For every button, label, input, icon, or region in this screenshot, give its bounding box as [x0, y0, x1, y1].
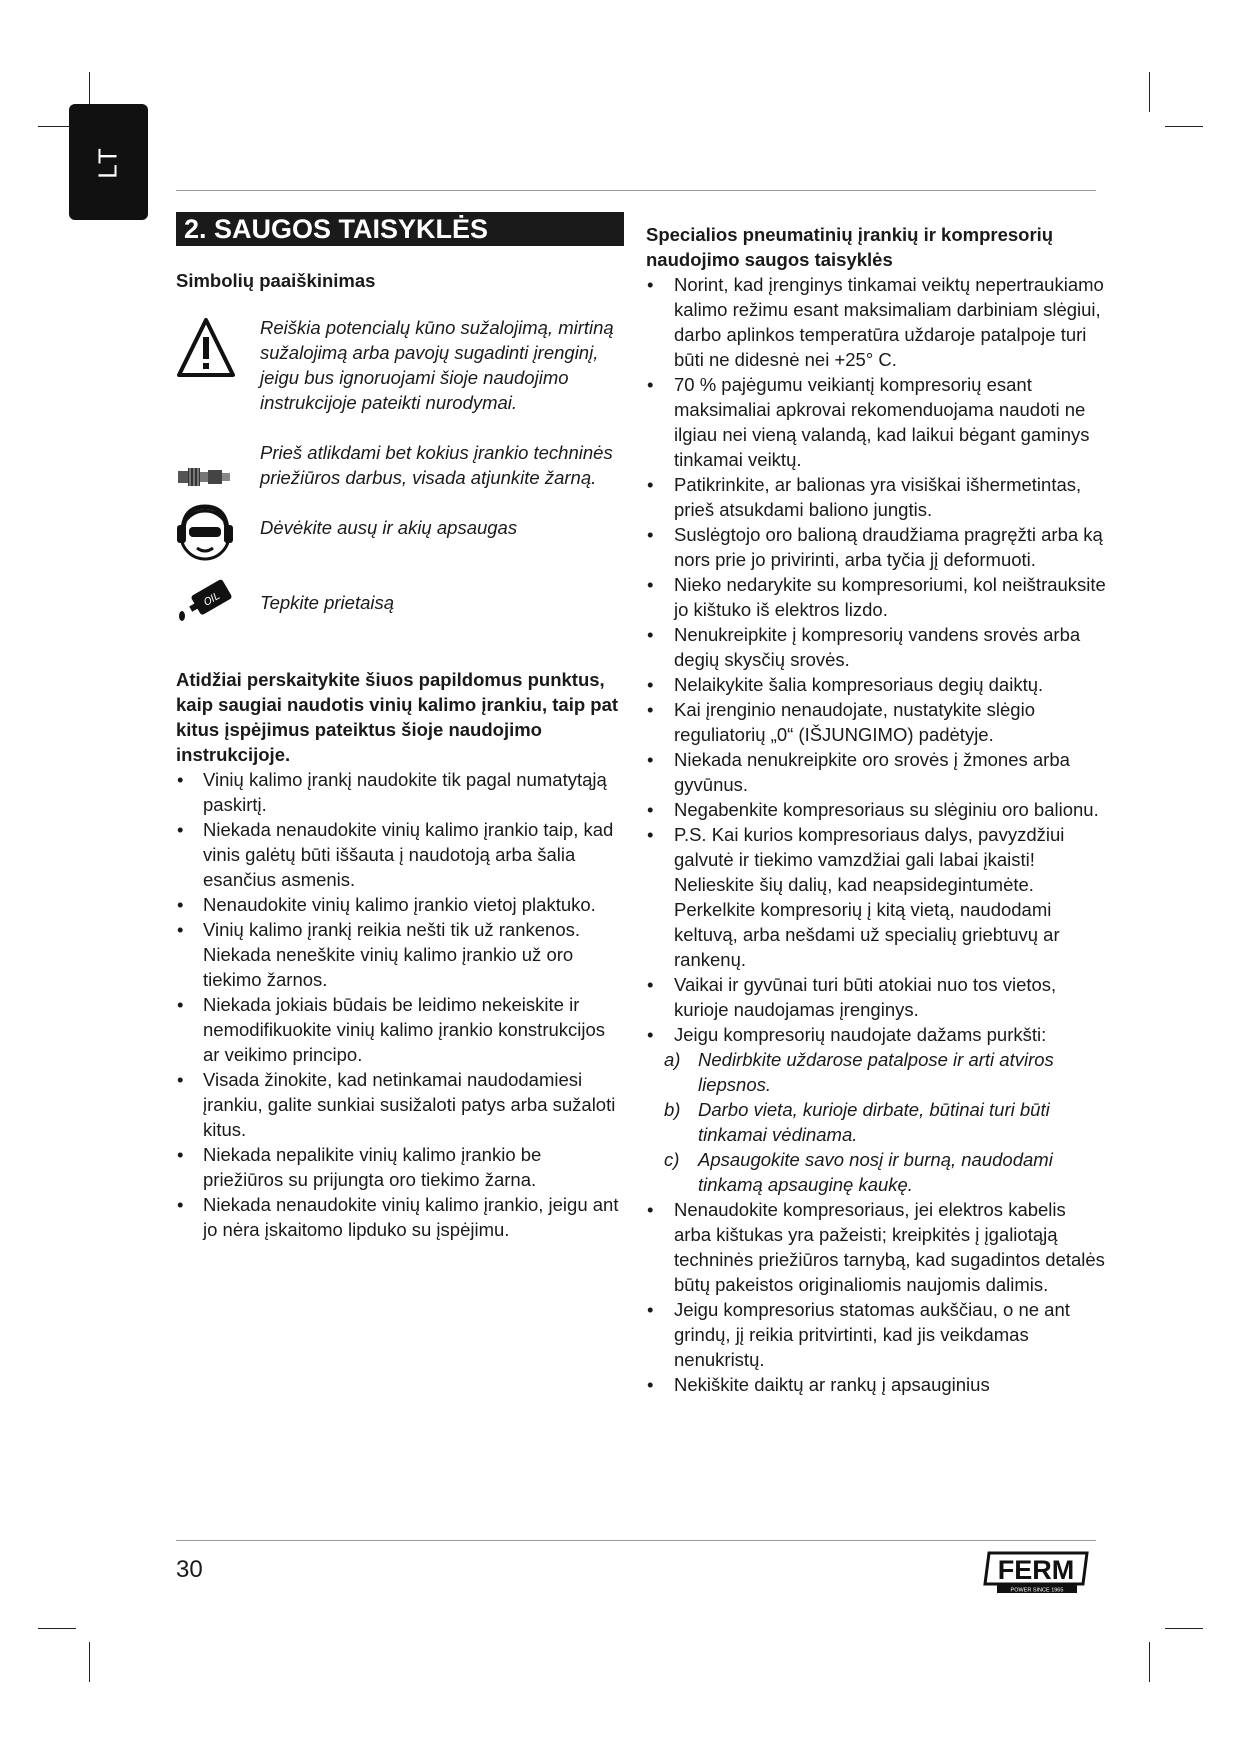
right-column [646, 222, 1106, 1397]
symbols-heading: Simbolių paaiškinimas [176, 270, 376, 291]
language-code: LT [92, 145, 123, 179]
list-item: • Niekada jokiais būdais be leidimo nekeiskite ir nemodifikuokite vinių kalimo įrankio konstrukcijos ar veikimo principo. [176, 992, 626, 1067]
page-number: 30 [176, 1556, 203, 1583]
warning-triangle-icon [176, 317, 236, 379]
list-item: • Nenukreipkite į kompresorių vandens srovės arba degių skysčių srovės. [646, 622, 1106, 672]
sub-item-text: Darbo vieta, kurioje dirbate, būtinai turi būti tinkamai vėdinama. [698, 1099, 1050, 1145]
list-item: • Nelaikykite šalia kompresoriaus degių daiktų. [646, 672, 1106, 697]
language-tab [69, 104, 148, 220]
ear-eye-protection-icon [176, 503, 234, 563]
list-item: • Vinių kalimo įrankį naudokite tik pagal numatytąją paskirtį. [176, 767, 626, 817]
sub-item-letter: c) [664, 1149, 680, 1170]
list-item: • Norint, kad įrenginys tinkamai veiktų nepertraukiamo kalimo režimu esant maksimaliam darbiniam slėgiui, darbo aplinkos temperatūra uždaroje patalpoje turi būti ne didesnė nei +25° C. [646, 272, 1106, 372]
sub-item-text: Apsaugokite savo nosį ir burną, naudodami tinkamą apsauginę kaukę. [698, 1149, 1053, 1195]
list-item: • Negabenkite kompresoriaus su slėginiu oro balionu. [646, 797, 1106, 822]
section-title: 2. SAUGOS TAISYKLĖS [176, 212, 624, 246]
crop-mark [1165, 126, 1203, 127]
list-item: • Patikrinkite, ar balionas yra visiškai išhermetintas, prieš atsukdami baliono jungtis. [646, 472, 1106, 522]
list-item: • Vaikai ir gyvūnai turi būti atokiai nuo tos vietos, kurioje naudojamas įrenginys. [646, 972, 1106, 1022]
oil-can-icon [176, 578, 236, 622]
left-column [176, 212, 626, 1242]
bottom-rule [176, 1540, 1096, 1541]
symbol-text: Prieš atlikdami bet kokius įrankio techninės priežiūros darbus, visada atjunkite žarną. [260, 442, 613, 488]
sub-list-item [646, 1097, 1106, 1147]
list-item: • Niekada nenaudokite vinių kalimo įrankio taip, kad vinis galėtų būti iššauta į naudotoją arba šalia esančius asmenis. [176, 817, 626, 892]
list-item: • Jeigu kompresorių naudojate dažams purkšti: [646, 1022, 1106, 1047]
symbol-row [176, 440, 626, 490]
list-item: • Jeigu kompresorius statomas aukščiau, o ne ant grindų, jį reikia pritvirtinti, kad jis veikdamas nenukristų. [646, 1297, 1106, 1372]
symbol-row [176, 315, 626, 415]
crop-mark [38, 1628, 76, 1629]
symbol-row [176, 590, 626, 615]
list-item: • Visada žinokite, kad netinkamai naudodamiesi įrankiu, galite sunkiai susižaloti patys arba sužaloti kitus. [176, 1067, 626, 1142]
sub-item-text: Nedirbkite uždarose patalpose ir arti atviros liepsnos. [698, 1049, 1054, 1095]
list-item: • Nenaudokite vinių kalimo įrankio vietoj plaktuko. [176, 892, 626, 917]
right-bullet-list-continued [646, 1197, 1106, 1397]
symbol-text: Dėvėkite ausų ir akių apsaugas [260, 517, 518, 538]
symbol-text: Tepkite prietaisą [260, 592, 395, 613]
intro-paragraph: Atidžiai perskaitykite šiuos papildomus punktus, kaip saugiai naudotis vinių kalimo įrankiu, taip pat kitus įspėjimus pateiktus šioje naudojimo instrukcijoje. [176, 669, 619, 765]
sub-item-letter: a) [664, 1049, 681, 1070]
logo-tagline: POWER SINCE 1965 [1010, 1587, 1064, 1594]
list-item: • Kai įrenginio nenaudojate, nustatykite slėgio reguliatorių „0“ (IŠJUNGIMO) padėtyje. [646, 697, 1106, 747]
list-item: • Niekada nepalikite vinių kalimo įrankio be priežiūros su prijungta oro tiekimo žarna. [176, 1142, 626, 1192]
sub-list-item [646, 1047, 1106, 1097]
list-item: • Vinių kalimo įrankį reikia nešti tik už rankenos. Niekada neneškite vinių kalimo įrankio už oro tiekimo žarnos. [176, 917, 626, 992]
symbol-text: Reiškia potencialų kūno sužalojimą, mirtiną sužalojimą arba pavojų sugadinti įrenginį, jeigu bus ignoruojami šioje naudojimo instrukcijoje pateikti nurodymai. [260, 317, 614, 413]
hose-connector-icon [176, 462, 232, 492]
list-item: • Nieko nedarykite su kompresoriumi, kol neištrauksite jo kištuko iš elektros lizdo. [646, 572, 1106, 622]
logo-text: FERM [997, 1555, 1075, 1585]
top-rule [176, 190, 1096, 191]
right-bullet-list [646, 272, 1106, 1047]
left-bullet-list [176, 767, 626, 1242]
list-item: • Niekada nenaudokite vinių kalimo įrankio, jeigu ant jo nėra įskaitomo lipduko su įspėjimu. [176, 1192, 626, 1242]
sub-item-letter: b) [664, 1099, 681, 1120]
crop-mark [1149, 72, 1150, 112]
symbol-row [176, 515, 626, 540]
crop-mark [1149, 1642, 1150, 1682]
list-item: • Suslėgtojo oro balioną draudžiama pragręžti arba ką nors prie jo privirinti, arba tyčia jį deformuoti. [646, 522, 1106, 572]
crop-mark [1165, 1628, 1203, 1629]
list-item: • Nekiškite daiktų ar rankų į apsauginius [646, 1372, 1106, 1397]
right-heading: Specialios pneumatinių įrankių ir kompresorių naudojimo saugos taisyklės [646, 224, 1054, 270]
list-item: • P.S. Kai kurios kompresoriaus dalys, pavyzdžiui galvutė ir tiekimo vamzdžiai gali labai įkaisti! Nelieskite šių dalių, kad neapsidegintumėte. Perkelkite kompresorių į kitą vietą, naudodami keltuvą, arba nešdami už specialių griebtuvų ar rankenų. [646, 822, 1106, 972]
ferm-logo [983, 1550, 1091, 1594]
svg-text:OIL: OIL [202, 590, 222, 609]
crop-mark [89, 1642, 90, 1682]
list-item: • Nenaudokite kompresoriaus, jei elektros kabelis arba kištukas yra pažeisti; kreipkitės į įgaliotąją techninės priežiūros tarnybą, kad sugadintos detalės būtų pakeistos originaliomis naujomis dalimis. [646, 1197, 1106, 1297]
list-item: • 70 % pajėgumu veikiantį kompresorių esant maksimaliai apkrovai rekomenduojama naudoti ne ilgiau nei vieną valandą, kad laikui bėgant gaminys tinkamai veiktų. [646, 372, 1106, 472]
list-item: • Niekada nenukreipkite oro srovės į žmones arba gyvūnus. [646, 747, 1106, 797]
sub-list-item [646, 1147, 1106, 1197]
